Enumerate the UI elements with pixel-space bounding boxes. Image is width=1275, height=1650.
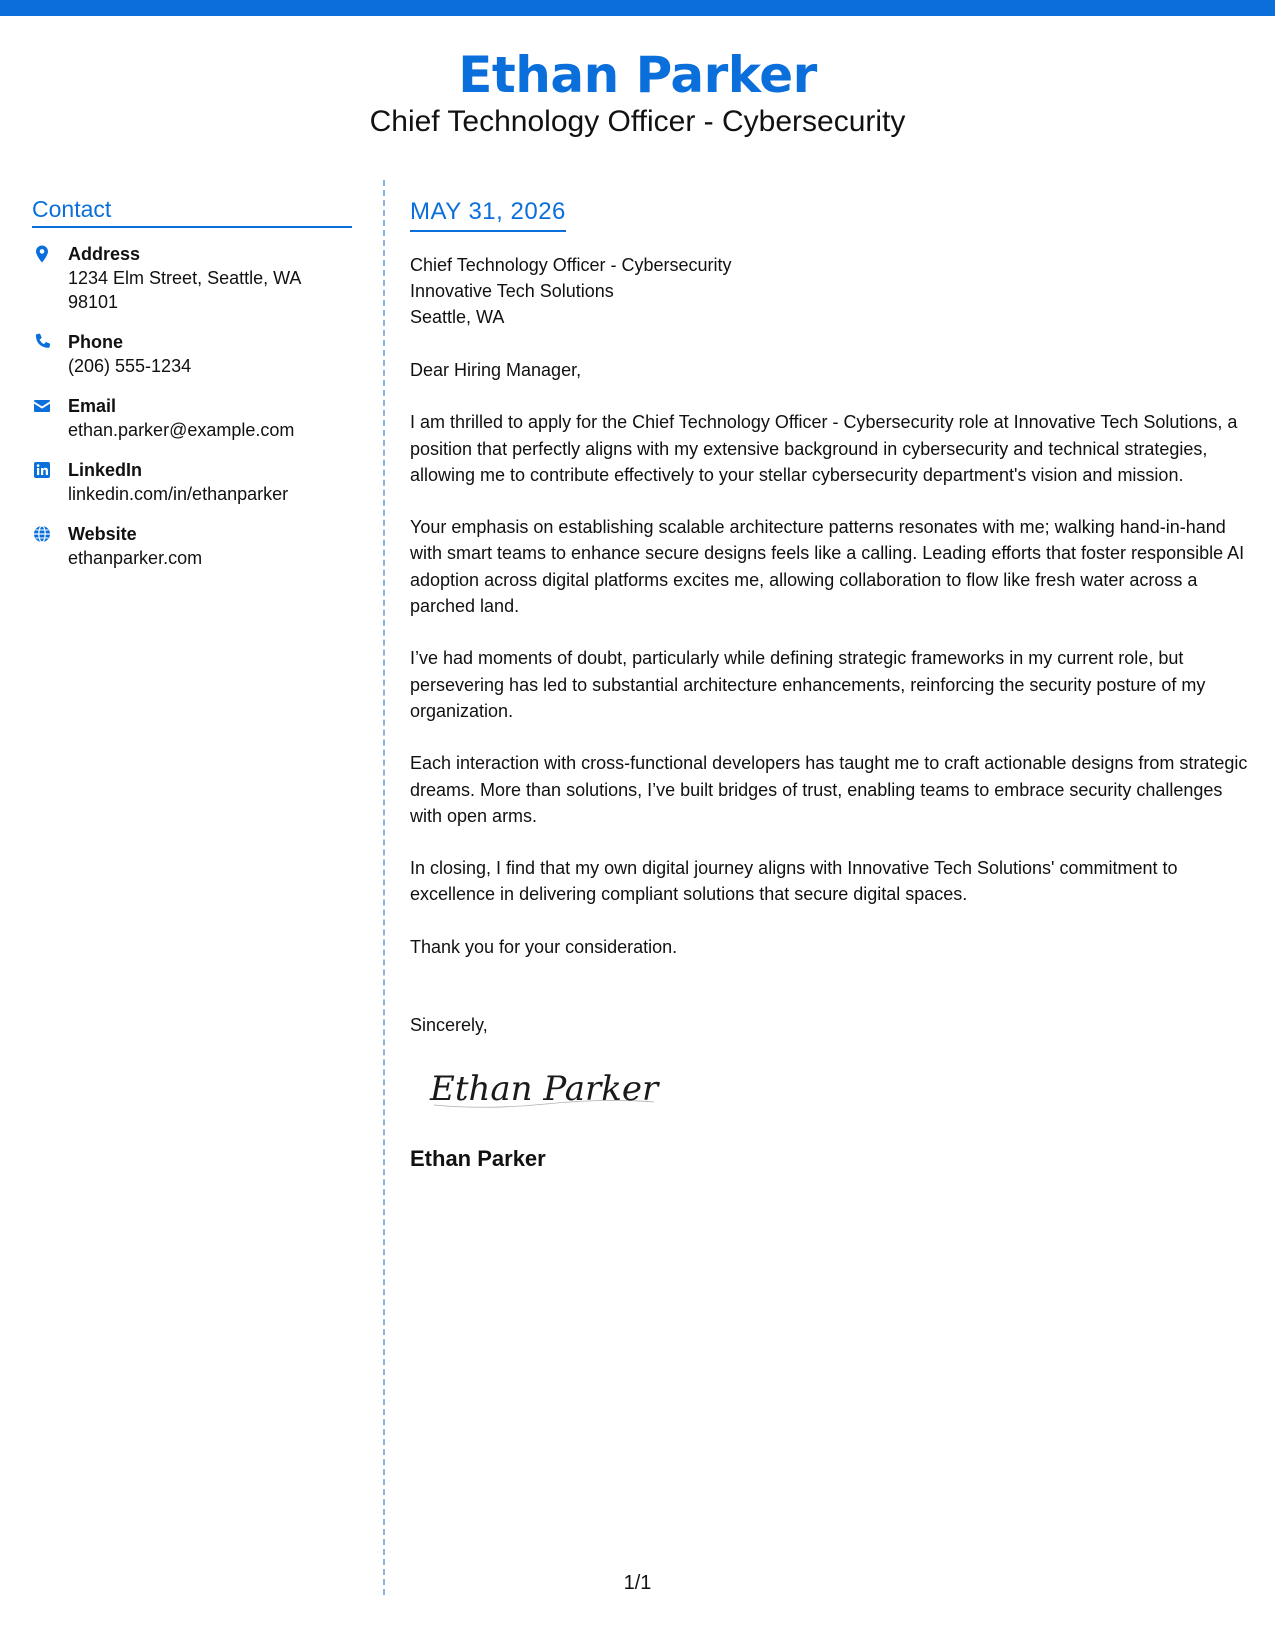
map-pin-icon	[32, 242, 68, 264]
paragraph-closing: In closing, I find that my own digital journey aligns with Innovative Tech Solutions' commitment to excellence in delivering compliant solutions that secure digital spaces.	[410, 858, 1178, 905]
phone-value: (206) 555-1234	[68, 356, 192, 376]
contact-item-linkedin	[32, 458, 352, 506]
letter-date: MAY 31, 2026	[410, 198, 566, 232]
linkedin-value: linkedin.com/in/ethanparker	[68, 484, 289, 504]
applicant-title: Chief Technology Officer - Cybersecurity	[369, 105, 906, 138]
email-label: Email	[68, 396, 117, 416]
paragraph-intro: I am thrilled to apply for the Chief Technology Officer - Cybersecurity role at Innovative Tech Solutions, a position that perfectly aligns with my extensive background in cybersecurity and technical strategies, allowing me to contribute effectively to your stellar cybersecurity department's vision and mission.	[410, 412, 1238, 485]
handwritten-signature	[426, 1058, 1255, 1128]
contact-sidebar	[32, 196, 352, 586]
letter-header	[0, 44, 1275, 142]
contact-item-website	[32, 522, 352, 570]
paragraph-experience: I’ve had moments of doubt, particularly while defining strategic frameworks in my current role, but persevering has led to substantial architecture enhancements, reinforcing the security posture of my organization.	[410, 648, 1206, 721]
signature-text: Ethan Parker	[430, 1069, 659, 1110]
recipient-block	[410, 252, 1255, 330]
letter-body	[410, 198, 1255, 1172]
recipient-location: Seattle, WA	[410, 307, 505, 327]
paragraph-emphasis: Your emphasis on establishing scalable architecture patterns resonates with me; walking hand-in-hand with smart teams to enhance secure designs feels like a calling. Leading efforts that foster responsible AI adoption across digital platforms excites me, allowing collaboration to flow like fresh water across a parched land.	[410, 517, 1245, 617]
top-accent-bar	[0, 0, 1275, 16]
website-label: Website	[68, 524, 137, 544]
contact-item-address	[32, 242, 352, 314]
contact-section-title: Contact	[32, 196, 352, 228]
phone-icon	[32, 330, 68, 352]
linkedin-label: LinkedIn	[68, 460, 143, 480]
page-number: 1/1	[623, 1572, 652, 1594]
contact-item-phone	[32, 330, 352, 378]
applicant-name: Ethan Parker	[458, 46, 817, 104]
column-divider	[383, 180, 385, 1595]
contact-item-email	[32, 394, 352, 442]
phone-label: Phone	[68, 332, 124, 352]
address-value: 1234 Elm Street, Seattle, WA 98101	[68, 268, 301, 312]
linkedin-icon	[32, 458, 68, 480]
paragraph-thanks: Thank you for your consideration.	[410, 936, 678, 957]
recipient-company: Innovative Tech Solutions	[410, 281, 614, 301]
globe-icon	[32, 522, 68, 544]
closing-line: Sincerely,	[410, 1015, 488, 1036]
recipient-position: Chief Technology Officer - Cybersecurity	[410, 255, 732, 275]
address-label: Address	[68, 244, 141, 264]
website-value: ethanparker.com	[68, 548, 203, 568]
envelope-icon	[32, 394, 68, 416]
salutation: Dear Hiring Manager,	[410, 360, 582, 380]
signed-name: Ethan Parker	[410, 1146, 546, 1172]
paragraph-interaction: Each interaction with cross-functional developers has taught me to craft actionable designs from strategic dreams. More than solutions, I’ve built bridges of trust, enabling teams to embrace security challenges with open arms.	[410, 753, 1248, 826]
email-value: ethan.parker@example.com	[68, 420, 295, 440]
